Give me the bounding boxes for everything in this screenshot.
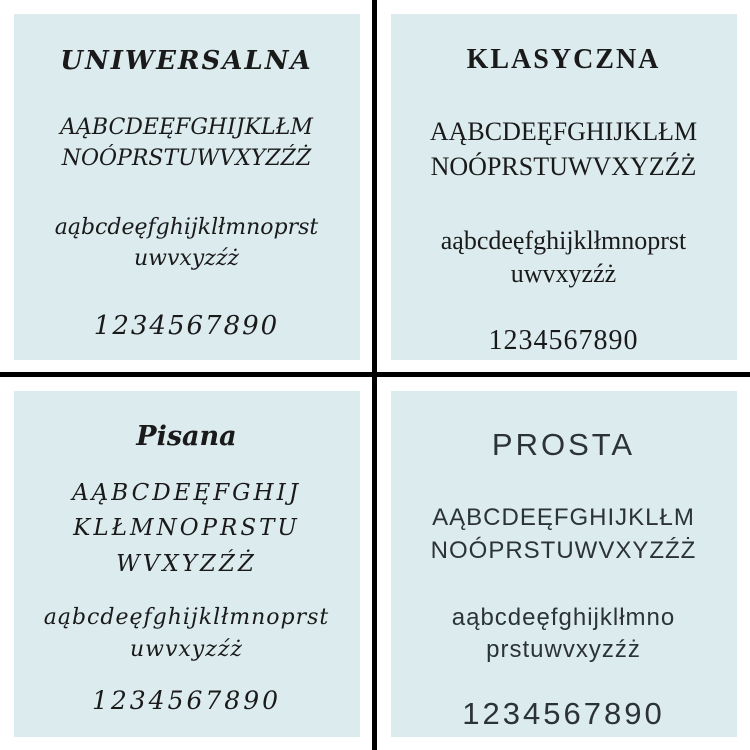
numbers-sample: 1234567890 [91, 686, 282, 716]
uppercase-alphabet [431, 501, 697, 568]
lowercase-line-1: aąbcdeęfghijklłmno [451, 603, 676, 631]
quadrant-pisana [0, 377, 373, 750]
lowercase-line-2: uwvxyzźż [510, 259, 617, 289]
quadrant-prosta [377, 377, 750, 750]
lowercase-line-1: aąbcdeęfghijklłmnoprst [440, 225, 687, 255]
uppercase-alphabet [60, 112, 313, 176]
specimen-card-prosta [391, 391, 737, 737]
font-title-prosta: PROSTA [491, 426, 636, 462]
font-title-uniwersalna: UNIWERSALNA [60, 45, 313, 76]
lowercase-line-2: uwvxyzźż [133, 246, 240, 272]
uppercase-line-2: NOÓPRSTUWVXYZŹŻ [430, 537, 697, 565]
quadrant-klasyczna [377, 0, 750, 373]
uppercase-alphabet [72, 476, 301, 583]
specimen-card-klasyczna [391, 14, 737, 360]
font-title-klasyczna: KLASYCZNA [466, 43, 661, 75]
uppercase-line-1: AĄBCDEĘFGHIJ [72, 479, 301, 506]
specimen-card-pisana [14, 391, 360, 737]
uppercase-line-2: NOÓPRSTUWVXYZŹŻ [430, 151, 697, 181]
specimen-card-uniwersalna [14, 14, 360, 360]
uppercase-line-1: AĄBCDEĘFGHIJKLŁM [429, 116, 698, 146]
uppercase-line-2: NOÓPRSTUWVXYZŹŻ [61, 146, 312, 172]
lowercase-alphabet [452, 602, 675, 667]
uppercase-line-1: AĄBCDEĘFGHIJKLŁM [60, 114, 313, 140]
lowercase-line-2: uwvxyzźż [129, 637, 244, 663]
lowercase-alphabet [441, 224, 686, 292]
numbers-sample: 1234567890 [462, 696, 665, 732]
uppercase-line-3: WVXYZŹŻ [116, 550, 257, 577]
uppercase-line-1: AĄBCDEĘFGHIJKLŁM [432, 503, 695, 531]
lowercase-line-1: aąbcdeęfghijklłmnoprst [54, 215, 319, 241]
numbers-sample: 1234567890 [488, 325, 639, 357]
quadrant-uniwersalna [0, 0, 373, 373]
uppercase-alphabet [430, 114, 697, 184]
lowercase-line-2: prstuwvxyzźż [486, 636, 641, 664]
horizontal-divider-line [0, 372, 750, 377]
lowercase-alphabet [55, 213, 319, 275]
font-title-pisana: Pisana [136, 420, 237, 452]
numbers-sample: 1234567890 [93, 310, 280, 341]
lowercase-alphabet [44, 602, 330, 666]
lowercase-line-1: aąbcdeęfghijklłmnoprst [43, 605, 330, 631]
uppercase-line-2: KLŁMNOPRSTU [73, 515, 300, 542]
